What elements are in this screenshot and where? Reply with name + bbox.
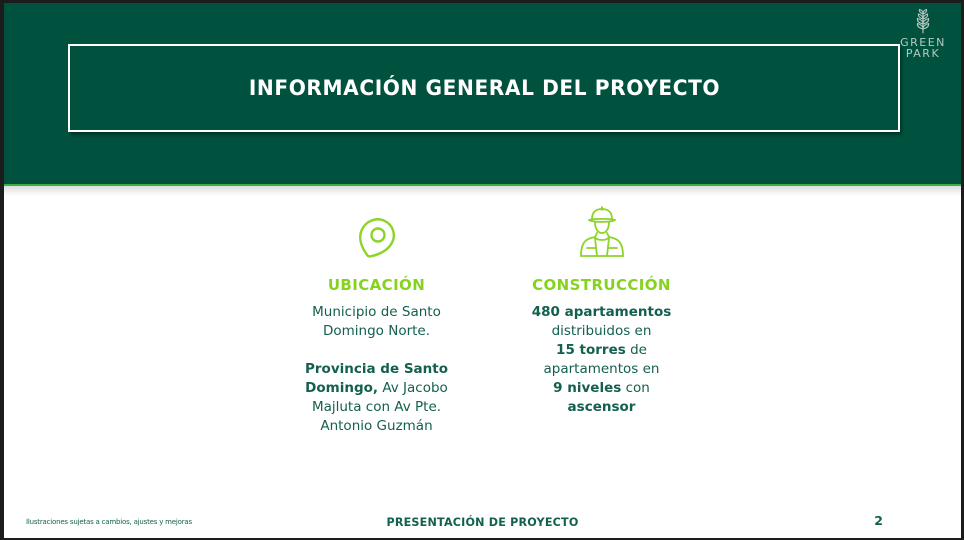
construccion-heading: CONSTRUCCIÓN	[532, 276, 671, 294]
ubicacion-section	[279, 208, 475, 436]
location-pin-icon	[356, 208, 398, 260]
footer-disclaimer: Ilustraciones sujetas a cambios, ajustes y mejoras	[26, 518, 192, 526]
logo-text-line1: GREEN	[900, 36, 946, 49]
page-number: 2	[874, 513, 883, 528]
slide-body	[4, 186, 961, 538]
logo-text-line2: PARK	[905, 47, 941, 60]
footer-title: PRESENTACIÓN DE PROYECTO	[386, 515, 579, 529]
page-title: INFORMACIÓN GENERAL DEL PROYECTO	[248, 76, 720, 100]
ubicacion-heading: UBICACIÓN	[327, 276, 426, 294]
construccion-text: 480 apartamentos distribuidos en 15 torres de apartamentos en 9 niveles con ascensor	[531, 304, 672, 415]
ubicacion-text: Municipio de Santo Domingo Norte. Provincia de Santo Domingo, Av Jacobo Majluta con Av Pte. Antonio Guzmán	[305, 304, 448, 434]
construction-worker-icon	[575, 208, 629, 260]
tree-sprig-icon	[897, 8, 949, 34]
construccion-section	[517, 208, 687, 436]
title-box	[68, 44, 900, 132]
brand-logo	[897, 8, 949, 59]
slide-header	[4, 3, 961, 186]
